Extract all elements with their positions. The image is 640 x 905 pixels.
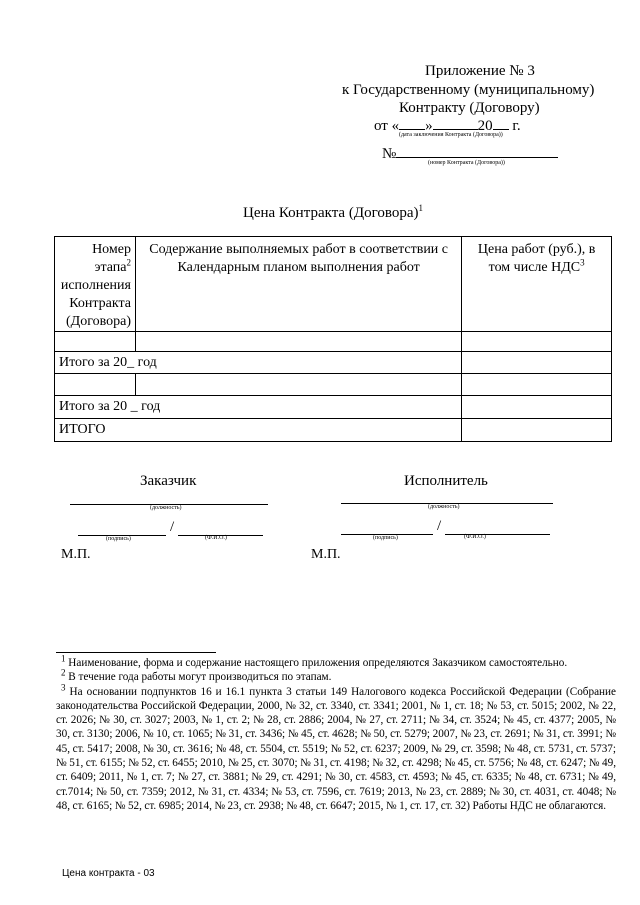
col1-line1: Номер bbox=[92, 242, 131, 257]
year-blank bbox=[493, 116, 509, 130]
subtotal-row-2 bbox=[55, 396, 612, 419]
header-stage-number bbox=[55, 237, 136, 332]
appendix-contract: Контракту (Договору) bbox=[399, 100, 540, 116]
table-cell bbox=[55, 374, 136, 396]
executor-heading: Исполнитель bbox=[404, 473, 488, 489]
col3-footnote-mark: 3 bbox=[580, 257, 585, 268]
total-label: ИТОГО bbox=[55, 419, 462, 442]
executor-signature-caption: (подпись) bbox=[373, 535, 398, 541]
footnotes bbox=[56, 653, 616, 813]
customer-position-caption: (должность) bbox=[150, 505, 182, 511]
footnote-separator bbox=[56, 652, 216, 653]
footnote-3-text: На основании подпунктов 16 и 16.1 пункта 3 статьи 149 Налогового кодекса Российской Федерации (Собрание законодательства Российской Федерации, 2000, № 32, ст. 3340, ст. 3341; 2001, № 1, ст. 18; № 53, ст. 5015; 2002, № 22, ст. 2026; № 30, ст. 3027; 2003, № 1, ст. 2; № 28, ст. 2886; 2004, № 27, ст. 2711; № 34, ст. 3524; № 45, ст. 4377; 2005, № 30, ст. 3130; 2006, № 10, ст. 1065; № 31, ст. 3436; № 45, ст. 4628; № 50, ст. 5279; 2007, № 23, ст. 2691; № 31, ст. 3991; № 45, ст. 5417; 2008, № 30, ст. 3616; № 48, ст. 5504, ст. 5519; № 52, ст. 6237; 2009, № 29, ст. 3598; № 48, ст. 5731, ст. 5737; № 51, ст. 6155; № 52, ст. 6455; 2010, № 25, ст. 3070; № 31, ст. 4198; № 32, ст. 4298; № 45, ст. 5756; № 48, ст. 6247; № 49, ст. 6409; 2011, № 1, ст. 7; № 27, ст. 3881; № 29, ст. 4291; № 30, ст. 4583, ст. 4593; № 45, ст. 6335; № 48, ст. 6731; № 49, ст.7014; № 50, ст. 7359; 2012, № 31, ст. 4334; № 53, ст. 7596, ст. 7619; 2013, № 23, ст. 2889; № 30, ст. 4031, ст. 4048; № 48, ст. 6165; № 52, ст. 6985; 2014, № 23, ст. 2938; № 48, ст. 6647; 2015, № 1, ст. 17, ст. 32) Работы НДС не облагаются. bbox=[56, 685, 616, 812]
number-label: № bbox=[382, 146, 397, 162]
executor-stamp: М.П. bbox=[311, 547, 341, 562]
executor-fio-line bbox=[445, 534, 550, 535]
col1-line3: исполнения bbox=[60, 278, 131, 293]
executor-position-caption: (должность) bbox=[428, 504, 460, 510]
month-blank bbox=[433, 116, 478, 130]
customer-fio-caption: (Ф.И.О.) bbox=[205, 535, 227, 541]
table-row bbox=[55, 374, 612, 396]
customer-heading: Заказчик bbox=[140, 473, 197, 489]
appendix-subtitle: к Государственному (муниципальному) bbox=[342, 82, 595, 98]
col3-text: Цена работ (руб.), в том числе НДС bbox=[477, 242, 596, 275]
number-blank bbox=[396, 144, 558, 158]
customer-signature-caption: (подпись) bbox=[106, 536, 131, 542]
subtotal-row-1 bbox=[55, 352, 612, 374]
day-blank bbox=[399, 116, 425, 130]
date-prefix: от « bbox=[374, 118, 400, 134]
total-row bbox=[55, 419, 612, 442]
footnote-1-mark: 1 bbox=[61, 653, 66, 664]
col1-footnote-mark: 2 bbox=[126, 257, 131, 268]
footnote-1-text: Наименование, форма и содержание настоящего приложения определяются Заказчиком самостоятельно. bbox=[68, 657, 568, 669]
title-text: Цена Контракта (Договора) bbox=[243, 205, 419, 221]
year-suffix: г. bbox=[512, 118, 521, 134]
executor-fio-caption: (Ф.И.О.) bbox=[464, 534, 486, 540]
footnote-3-mark: 3 bbox=[61, 681, 66, 692]
footnote-3 bbox=[56, 681, 616, 814]
appendix-number: Приложение № 3 bbox=[425, 63, 535, 79]
table-cell bbox=[135, 332, 461, 352]
header-work-content: Содержание выполняемых работ в соответствии с Календарным планом выполнения работ bbox=[135, 237, 461, 332]
year-prefix: 20 bbox=[477, 118, 493, 134]
col1-line4: Контракта bbox=[69, 296, 131, 311]
col1-line5: (Договора) bbox=[65, 314, 131, 329]
footnote-1 bbox=[56, 653, 616, 670]
table-cell bbox=[135, 374, 461, 396]
footnote-2-mark: 2 bbox=[61, 667, 66, 678]
subtotal-value-2 bbox=[462, 396, 612, 419]
executor-slash: / bbox=[437, 518, 442, 534]
subtotal-label-1: Итого за 20_ год bbox=[55, 352, 462, 374]
number-caption: (номер Контракта (Договора)) bbox=[428, 160, 505, 166]
table-cell bbox=[462, 332, 612, 352]
subtotal-value-1 bbox=[462, 352, 612, 374]
title-footnote-mark: 1 bbox=[418, 203, 423, 213]
page-title bbox=[243, 205, 423, 222]
header-price bbox=[462, 237, 612, 332]
date-caption: (дата заключения Контракта (Договора)) bbox=[399, 132, 503, 138]
price-table bbox=[54, 236, 612, 442]
date-close: » bbox=[425, 118, 433, 134]
table-header-row bbox=[55, 237, 612, 332]
footnote-2 bbox=[56, 667, 616, 684]
table-cell bbox=[462, 374, 612, 396]
table-cell bbox=[55, 332, 136, 352]
col1-line2: этапа bbox=[94, 260, 127, 275]
customer-slash: / bbox=[170, 519, 175, 535]
table-row bbox=[55, 332, 612, 352]
footnote-2-text: В течение года работы могут производиться по этапам. bbox=[68, 671, 332, 684]
total-value bbox=[462, 419, 612, 442]
subtotal-label-2: Итого за 20 _ год bbox=[55, 396, 462, 419]
page-footer: Цена контракта - 03 bbox=[62, 868, 155, 879]
customer-stamp: М.П. bbox=[61, 547, 91, 562]
